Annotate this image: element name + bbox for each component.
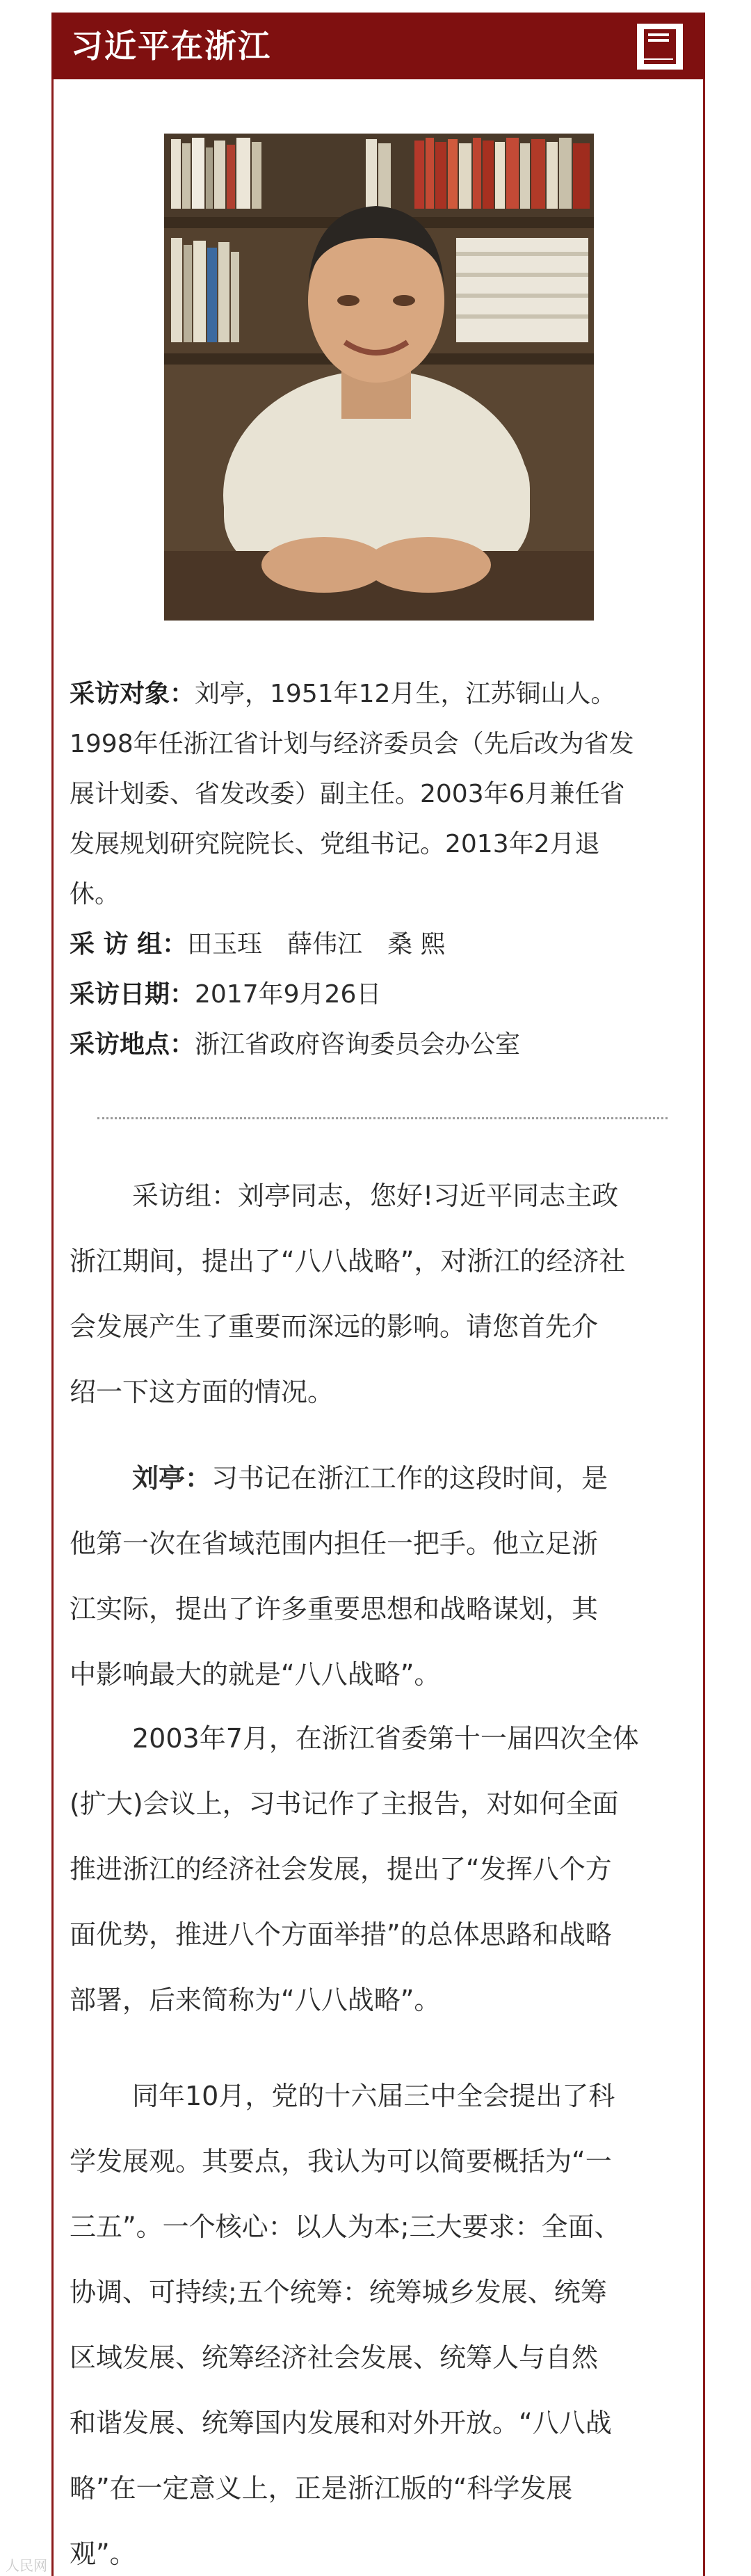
watermark: 人民网 (6, 2557, 47, 2574)
subject-line: 展计划委、省发改委）副主任。2003年6月兼任省 (70, 780, 625, 808)
paragraph-line: 三五”。一个核心：以人为本;三大要求：全面、 (70, 2211, 621, 2242)
meta-group-row (70, 920, 688, 970)
paragraph-line: 和谐发展、统筹国内发展和对外开放。“八八战 (70, 2408, 612, 2438)
interview-question (70, 1163, 688, 1425)
subject-line: 1998年任浙江省计划与经济委员会（先后改为省发 (70, 730, 634, 758)
paragraph-line: (扩大)会议上，习书记作了主报告，对如何全面 (70, 1789, 619, 1819)
paragraph-3 (70, 2063, 688, 2576)
question-line: 会发展产生了重要而深远的影响。请您首先介 (70, 1311, 599, 1342)
paragraph-line: 部署，后来简称为“八八战略”。 (70, 1985, 441, 2015)
paragraph-line: 同年10月，党的十六届三中全会提出了科 (132, 2081, 615, 2111)
answer-line: 习书记在浙江工作的这段时间，是 (211, 1463, 608, 1494)
paragraph-line: 学发展观。其要点，我认为可以简要概括为“一 (70, 2146, 612, 2177)
answer-line: 江实际，提出了许多重要思想和战略谋划，其 (70, 1594, 599, 1624)
section-header (51, 13, 705, 79)
question-line: 采访组：刘亭同志，您好!习近平同志主政 (132, 1181, 619, 1211)
place-label: 采访地点： (70, 1030, 195, 1059)
paragraph-line: 区域发展、统筹经济社会发展、统筹人与自然 (70, 2342, 599, 2373)
portrait-photo (164, 134, 594, 621)
answer-line: 他第一次在省域范围内担任一把手。他立足浙 (70, 1528, 599, 1559)
paragraph-line: 2003年7月，在浙江省委第十一届四次全体 (132, 1723, 639, 1754)
section-title: 习近平在浙江 (71, 27, 271, 65)
paragraph-line: 协调、可持续;五个统筹：统筹城乡发展、统筹 (70, 2277, 607, 2307)
book-icon[interactable] (634, 21, 686, 72)
place-value: 浙江省政府咨询委员会办公室 (195, 1030, 521, 1059)
group-value: 田玉珏 薛伟江 桑 熙 (187, 930, 446, 959)
paragraph-line: 推进浙江的经济社会发展，提出了“发挥八个方 (70, 1854, 612, 1885)
speaker-label: 刘亭： (132, 1463, 212, 1494)
dotted-divider (97, 1117, 668, 1119)
interview-answer (70, 1446, 688, 1707)
answer-line: 中影响最大的就是“八八战略”。 (70, 1659, 441, 1690)
meta-date-row (70, 970, 688, 1020)
group-label: 采 访 组： (70, 930, 188, 959)
subject-label: 采访对象： (70, 680, 195, 708)
date-value: 2017年9月26日 (195, 980, 382, 1009)
answer-first-line (70, 1446, 688, 1511)
question-line: 绍一下这方面的情况。 (70, 1377, 334, 1407)
subject-line: 发展规划研究院院长、党组书记。2013年2月退 (70, 830, 600, 858)
date-label: 采访日期： (70, 980, 195, 1009)
paragraph-line: 面优势，推进八个方面举措”的总体思路和战略 (70, 1919, 612, 1950)
interview-meta (70, 669, 688, 1070)
paragraph-line: 略”在一定意义上，正是浙江版的“科学发展 (70, 2473, 573, 2504)
subject-line: 刘亭，1951年12月生，江苏铜山人。 (195, 680, 616, 708)
meta-place-row (70, 1020, 688, 1070)
meta-subject-row (70, 669, 688, 719)
paragraph-line: 观”。 (70, 2538, 136, 2569)
paragraph-2 (70, 1706, 688, 2033)
question-line: 浙江期间，提出了“八八战略”，对浙江的经济社 (70, 1246, 626, 1277)
subject-line: 休。 (70, 880, 120, 909)
